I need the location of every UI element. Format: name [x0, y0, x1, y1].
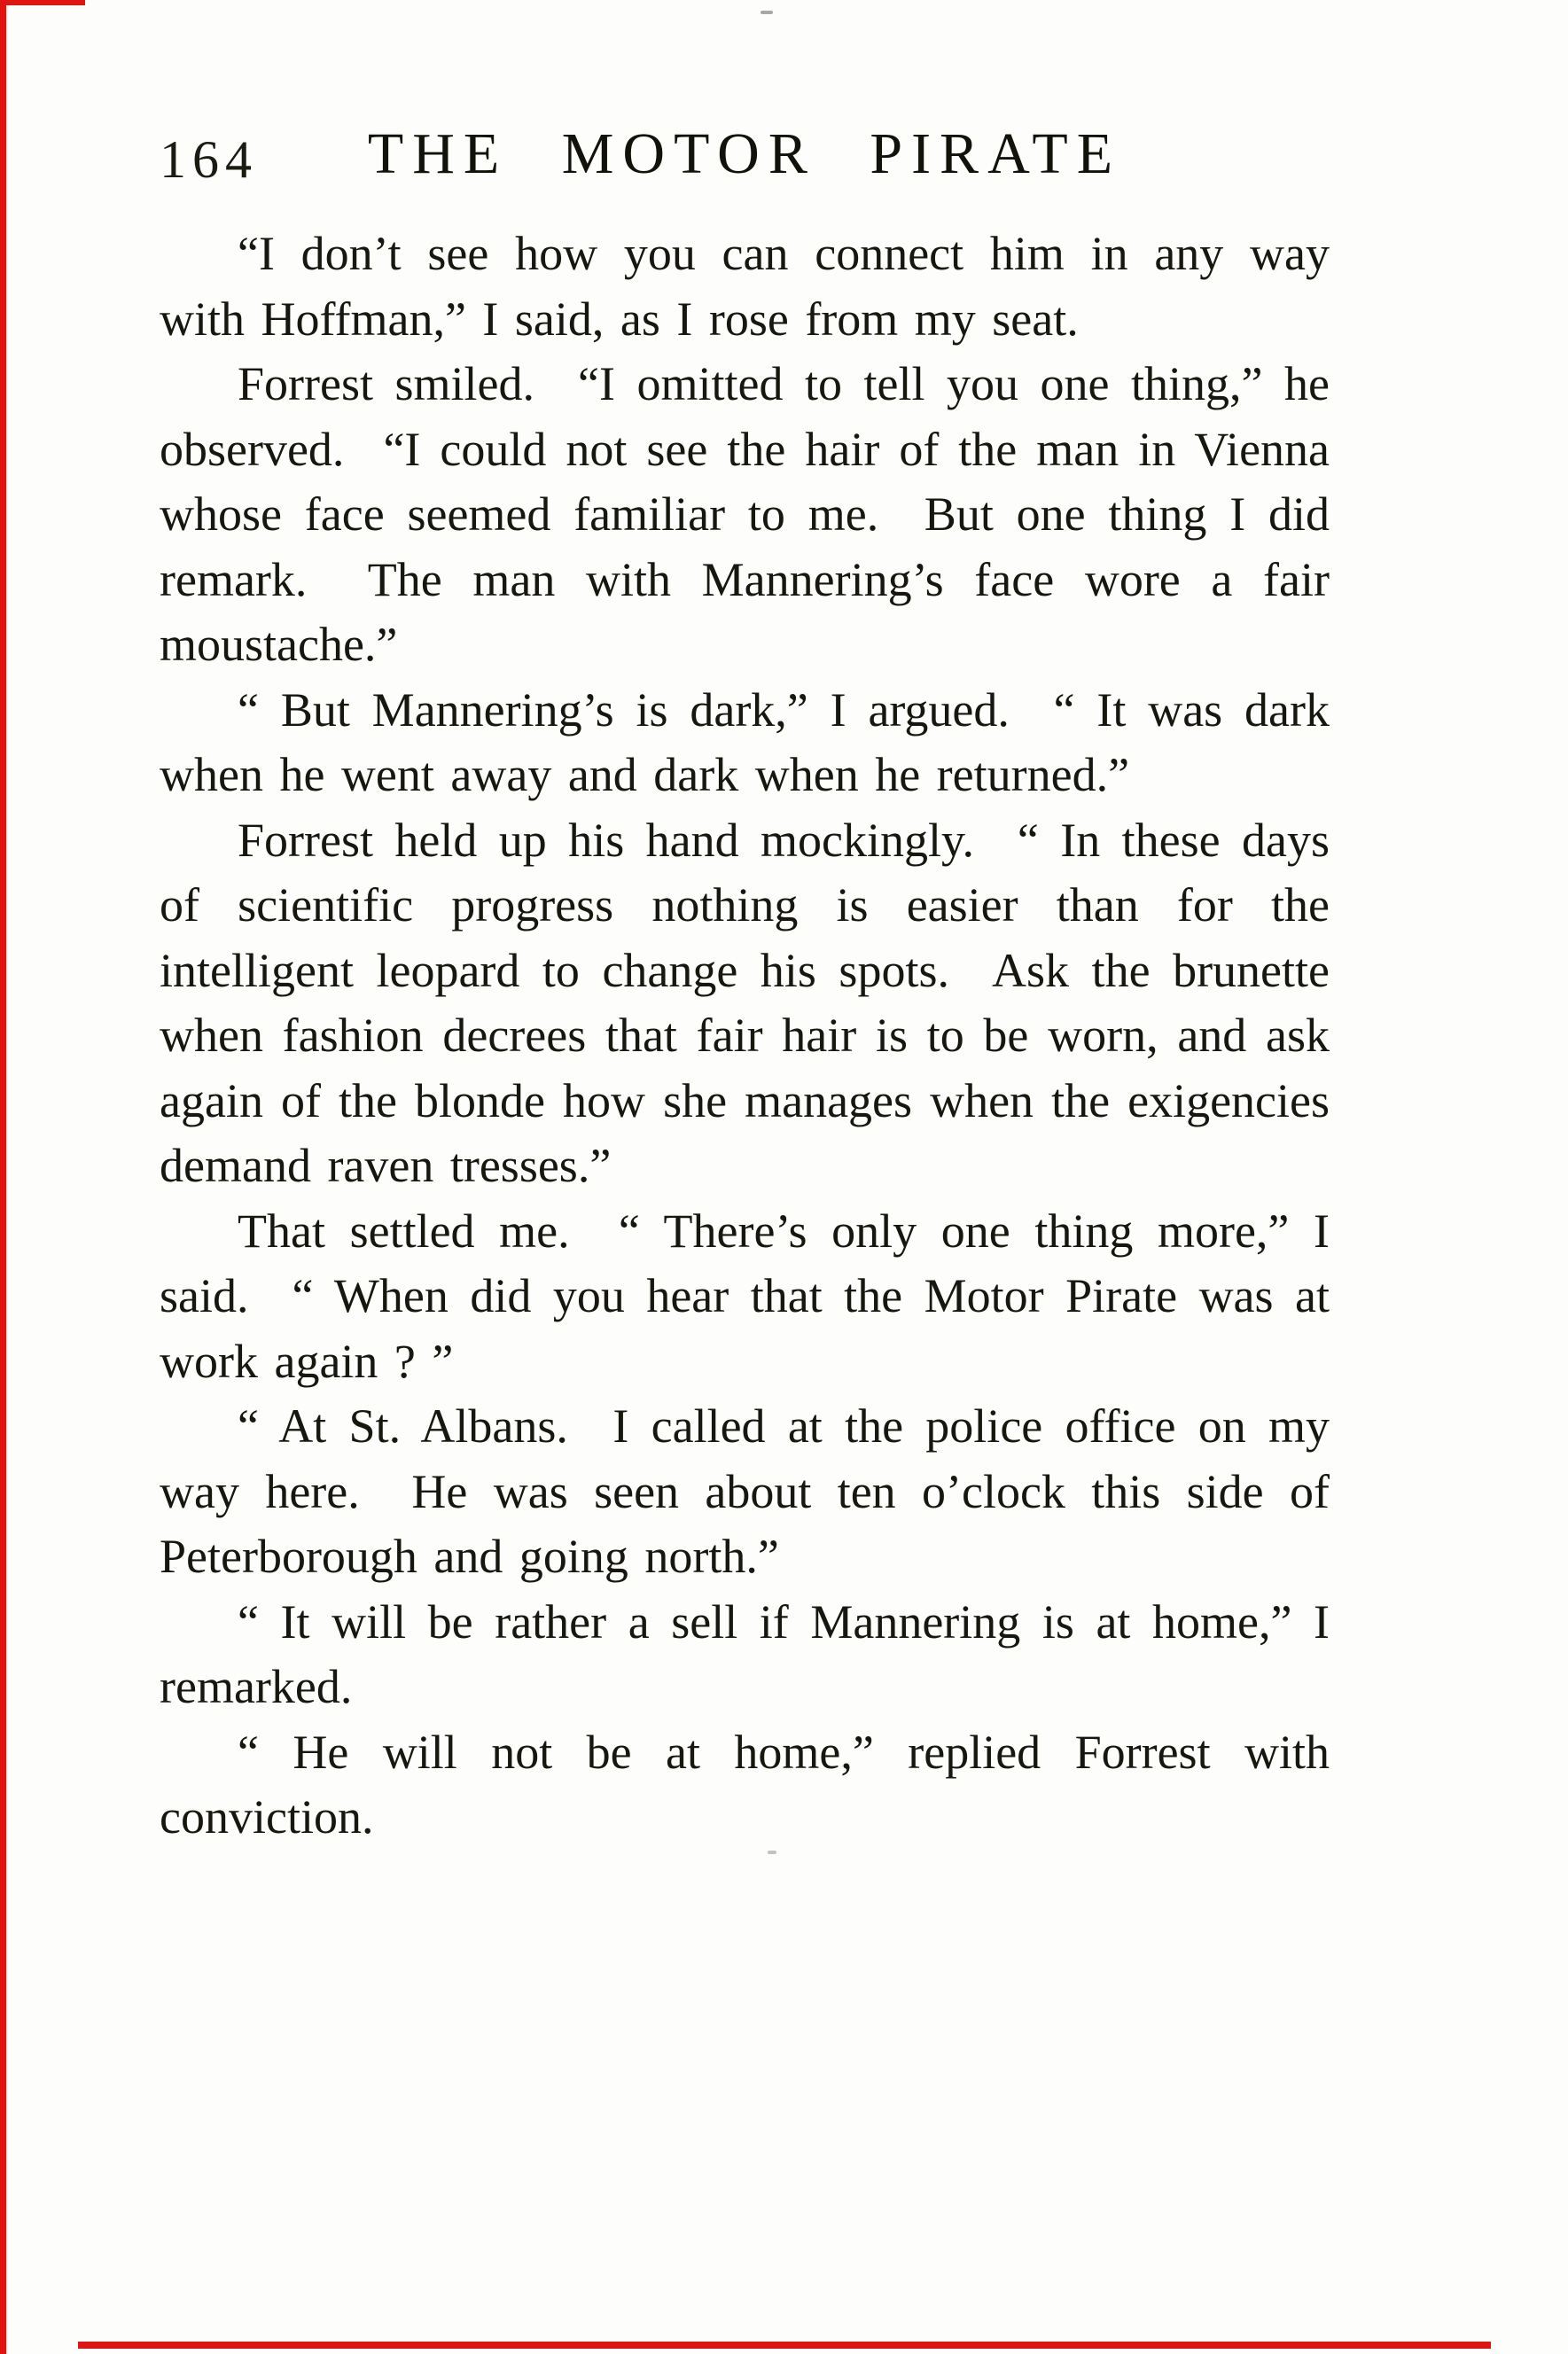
scan-edge-line-left: [0, 0, 6, 2354]
paragraph: Forrest held up his hand mockingly. “ In these days of scientific progress nothing is easier than for the intelligent leopard to change his spots. Ask the brunette when fashion decrees that fair hair is to be worn, and ask again of the blonde how she manages when the exigencies demand raven tresses.”: [160, 813, 1346, 1192]
scan-speck-top: [761, 11, 773, 14]
scan-speck-middle: [768, 1851, 776, 1854]
page-body: [160, 222, 1346, 1851]
page-header: [160, 121, 1330, 200]
paragraph: “ He will not be at home,” replied Forrest with conviction.: [160, 1725, 1346, 1843]
page-number: 164: [160, 130, 258, 189]
scan-edge-line-bottom: [78, 2342, 1491, 2349]
paragraph: “I don’t see how you can connect him in any way with Hoffman,” I said, as I rose from my seat.: [160, 227, 1346, 346]
paragraph: That settled me. “ There’s only one thing more,” I said. “ When did you hear that the Motor Pirate was at work again ? ”: [160, 1204, 1346, 1388]
paragraph: “ It will be rather a sell if Mannering is at home,” I remarked.: [160, 1594, 1346, 1713]
paragraph: “ At St. Albans. I called at the police office on my way here. He was seen about ten o’clock this side of Peterborough and going north.”: [160, 1399, 1346, 1583]
paragraph: “ But Mannering’s is dark,” I argued. “ It was dark when he went away and dark when he returned.”: [160, 682, 1346, 801]
paragraph: Forrest smiled. “I omitted to tell you one thing,” he observed. “I could not see the hair of the man in Vienna whose face seemed familiar to me. But one thing I did remark. The man with Mannering’s face wore a fair moustache.”: [160, 357, 1346, 671]
scan-edge-line-top: [0, 0, 85, 5]
page-title: THE MOTOR PIRATE: [367, 121, 1122, 186]
